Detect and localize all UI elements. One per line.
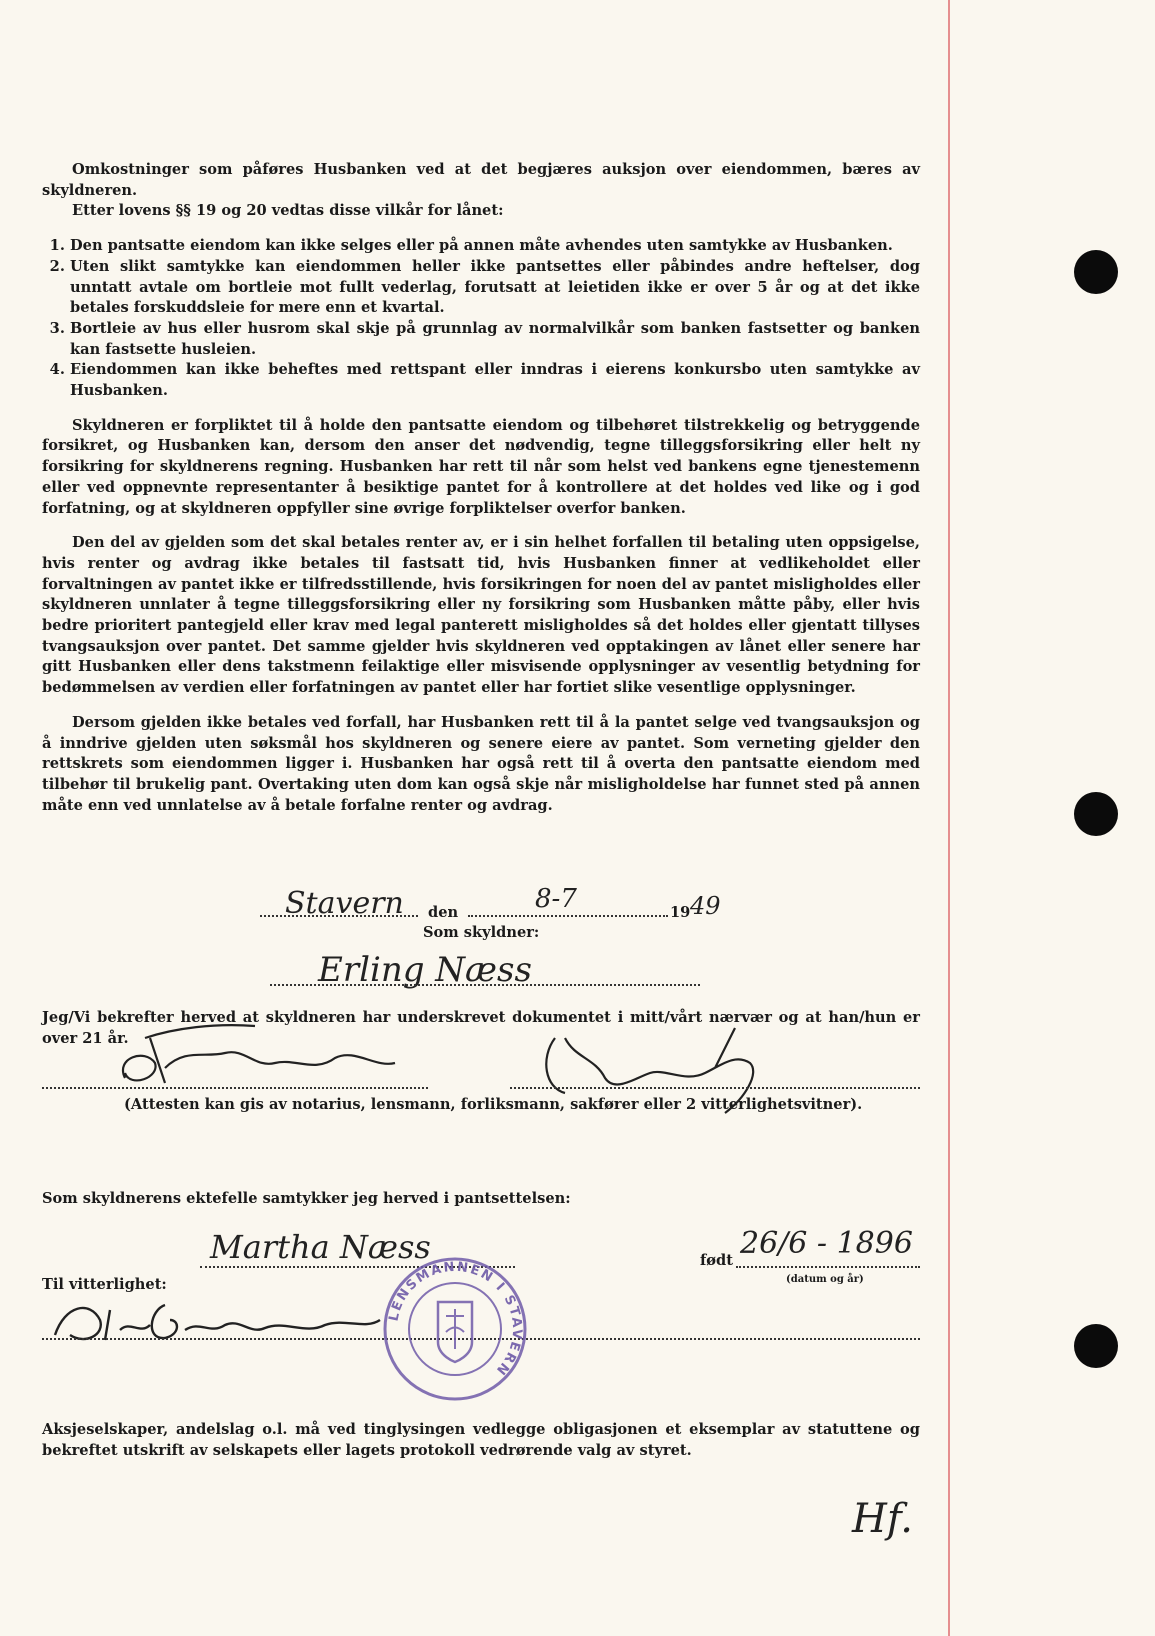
witness-signature-1	[105, 1018, 405, 1098]
punch-hole	[1074, 792, 1118, 836]
paragraph-terms-intro: Etter lovens §§ 19 og 20 vedtas disse vilkår for lånet:	[72, 202, 504, 220]
footer-text: Aksjeselskaper, andelslag o.l. må ved tinglysingen vedlegge obligasjonen et eksemplar av statuttene og bekreftet utskrift av selskapets eller lagets protokoll vedrørende valg av styret.	[42, 1421, 920, 1459]
punch-hole	[1074, 1324, 1118, 1368]
paragraph-default: Den del av gjelden som det skal betales renter av, er i sin helhet forfallen til betaling uten oppsigelse, hvis renter og avdrag ikke betales til fastsatt tid, hvis Husbanken finner at vedlikeholdet eller forvaltningen av pantet ikke er tilfredsstillende, hvis forsikringen for noen del av pantet misligholdes eller skyldneren unnlater å tegne tilleggsforsikring eller ny forsikring som Husbanken måtte påby, eller hvis bedre prioritert pantegjeld eller krav med legal panterett misligholdes så det holdes eller gjentatt tillyses tvangsauksjon over pantet. Det samme gjelder hvis skyldneren ved opptakingen av lånet eller senere har gitt Husbanken eller dens takstmenn feilaktige eller misvisende opplysninger av vesentlig betydning for bedømmelsen av verdien eller forfatningen av pantet eller har fortiet slike vesentlige opplysninger.	[42, 534, 920, 697]
born-handwritten: 26/6 - 1896	[740, 1226, 913, 1261]
terms-item: 2. Uten slikt samtykke kan eiendommen heller ikke pantsettes eller påbindes andre heftelser, dog unntatt avtale om bortleie mot fullt vederlag, forutsatt at leietiden ikke er over 5 år og at det ikke betales forskuddsleie for mere enn et kvartal.	[70, 257, 920, 319]
official-stamp	[380, 1254, 530, 1404]
terms-item: 4. Eiendommen kan ikke beheftes med rettspant eller inndras i eierens konkursbo uten samtykke av Husbanken.	[70, 360, 920, 401]
terms-item: 1. Den pantsatte eiendom kan ikke selges eller på annen måte avhendes uten samtykke av Husbanken.	[70, 236, 920, 257]
terms-item: 3. Bortleie av hus eller husrom skal skje på grunnlag av normalvilkår som banken fastsetter og banken kan fastsette husleien.	[70, 319, 920, 360]
paragraph-enforcement: Dersom gjelden ikke betales ved forfall, har Husbanken rett til å la pantet selge ved tvangsauksjon og å inndrive gjelden uten søksmål hos skyldneren og senere eiere av pantet. Som verneting gjelder den rettskrets som eiendommen ligger i. Husbanken har også rett til å overta den pantsatte eiendom med tilbehør til brukelig pant. Overtaking uten dom kan også skje når misligholdelse har funnet sted på annen måte enn ved unnlatelse av å betale forfalne renter og avdrag.	[42, 713, 920, 814]
den-label: den	[428, 904, 459, 921]
main-text	[42, 160, 920, 816]
punch-hole	[1074, 250, 1118, 294]
date-handwritten: 8-7	[535, 884, 577, 914]
debtor-signature: Erling Næss	[318, 950, 532, 990]
witness-label: Til vitterlighet:	[42, 1276, 167, 1293]
paragraph-costs: Omkostninger som påføres Husbanken ved at det begjæres auksjon over eiendommen, bæres av skyldneren.	[42, 161, 920, 199]
terms-list	[42, 236, 920, 402]
attest-note: (Attesten kan gis av notarius, lensmann, forliksmann, sakfører eller 2 vitterlighetsvitner).	[124, 1096, 863, 1113]
debtor-line	[270, 984, 700, 986]
witness-line-2	[510, 1087, 920, 1089]
paragraph-insurance: Skyldneren er forpliktet til å holde den pantsatte eiendom og tilbehøret tilstrekkelig og betryggende forsikret, og Husbanken kan, dersom den anser det nødvendig, tegne tilleggsforsikring eller helt ny forsikring for skyldnerens regning. Husbanken har rett til når som helst ved bankens egne tjenestemenn eller ved oppnevnte representanter å besiktige pantet for å kontrollere at det holdes ved like og i god forfatning, og at skyldneren oppfyller sine øvrige forpliktelser overfor banken.	[42, 416, 920, 517]
initials-handwritten: Hf.	[852, 1496, 913, 1542]
margin-line	[948, 0, 950, 1636]
stamp-text: LENSMANNEN I STAVERN	[386, 1259, 525, 1379]
attest-text: Jeg/Vi bekrefter herved at skyldneren har underskrevet dokumentet i mitt/vårt nærvær og at han/hun er over 21 år.	[42, 1009, 920, 1047]
place-line	[260, 915, 418, 917]
spouse-consent-text: Som skyldnerens ektefelle samtykker jeg herved i pantsettelsen:	[42, 1190, 571, 1207]
born-note: (datum og år)	[786, 1274, 864, 1285]
year-prefix: 19	[670, 904, 691, 921]
place-handwritten: Stavern	[285, 886, 404, 921]
witness-line-1	[42, 1087, 428, 1089]
witness-signature-3	[50, 1290, 390, 1350]
year-handwritten: 49	[690, 892, 721, 920]
date-line	[468, 915, 668, 917]
born-label: født	[700, 1252, 733, 1269]
debtor-label: Som skyldner:	[423, 924, 540, 941]
spouse-signature: Martha Næss	[210, 1228, 431, 1266]
born-line	[736, 1266, 920, 1268]
